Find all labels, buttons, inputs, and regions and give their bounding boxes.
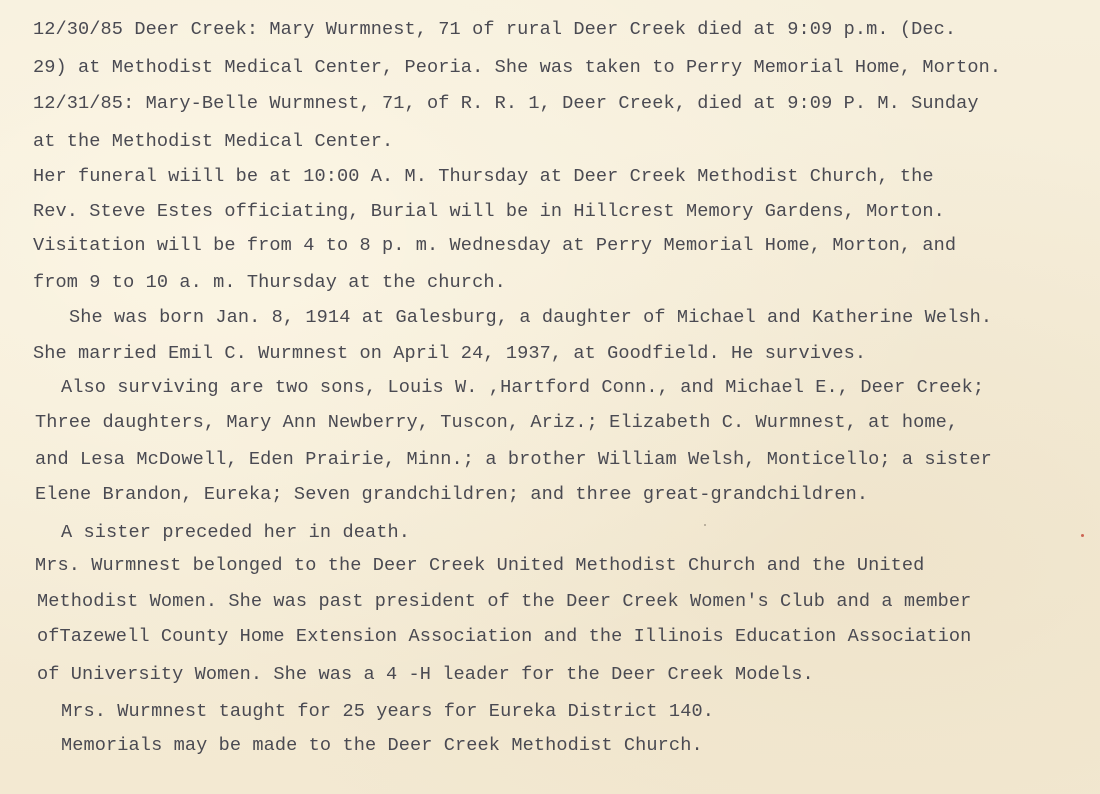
text-line-17: Methodist Women. She was past president of the Deer Creek Women's Club and a member — [37, 591, 972, 612]
text-line-10: She married Emil C. Wurmnest on April 24, 1937, at Goodfield. He survives. — [33, 343, 867, 364]
text-line-8: from 9 to 10 a. m. Thursday at the church. — [33, 272, 506, 293]
text-line-6: Rev. Steve Estes officiating, Burial will be in Hillcrest Memory Gardens, Morton. — [33, 201, 945, 222]
text-line-3: 12/31/85: Mary-Belle Wurmnest, 71, of R. R. 1, Deer Creek, died at 9:09 P. M. Sunday — [33, 93, 979, 114]
text-line-16: Mrs. Wurmnest belonged to the Deer Creek United Methodist Church and the United — [35, 555, 925, 576]
text-line-18: ofTazewell County Home Extension Association and the Illinois Education Association — [37, 626, 972, 647]
paper-speck — [1081, 534, 1084, 537]
text-line-15: A sister preceded her in death. — [61, 522, 410, 543]
text-line-1: 12/30/85 Deer Creek: Mary Wurmnest, 71 of rural Deer Creek died at 9:09 p.m. (Dec. — [33, 19, 957, 40]
text-line-5: Her funeral wiill be at 10:00 A. M. Thursday at Deer Creek Methodist Church, the — [33, 166, 934, 187]
text-line-20: Mrs. Wurmnest taught for 25 years for Eureka District 140. — [61, 701, 714, 722]
text-line-11: Also surviving are two sons, Louis W. ,Hartford Conn., and Michael E., Deer Creek; — [61, 377, 985, 398]
text-line-14: Elene Brandon, Eureka; Seven grandchildren; and three great-grandchildren. — [35, 484, 869, 505]
text-line-2: 29) at Methodist Medical Center, Peoria. She was taken to Perry Memorial Home, Morton. — [33, 57, 1002, 78]
text-line-19: of University Women. She was a 4 -H leader for the Deer Creek Models. — [37, 664, 814, 685]
text-line-7: Visitation will be from 4 to 8 p. m. Wednesday at Perry Memorial Home, Morton, and — [33, 235, 957, 256]
text-line-9: She was born Jan. 8, 1914 at Galesburg, a daughter of Michael and Katherine Welsh. — [69, 307, 993, 328]
text-line-13: and Lesa McDowell, Eden Prairie, Minn.; a brother William Welsh, Monticello; a sister — [35, 449, 992, 470]
text-line-4: at the Methodist Medical Center. — [33, 131, 394, 152]
text-line-21: Memorials may be made to the Deer Creek Methodist Church. — [61, 735, 703, 756]
paper-speck-small — [704, 524, 706, 526]
text-line-12: Three daughters, Mary Ann Newberry, Tuscon, Ariz.; Elizabeth C. Wurmnest, at home, — [35, 412, 959, 433]
